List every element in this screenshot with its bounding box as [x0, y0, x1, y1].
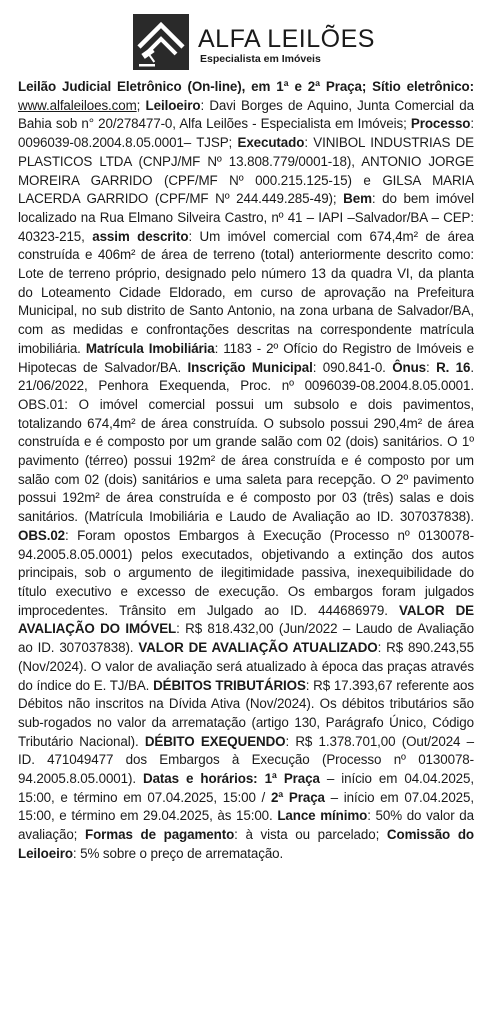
notice-text: ;	[136, 97, 146, 113]
notice-bold-label: Executado	[237, 135, 305, 151]
brand	[198, 26, 375, 65]
notice-text: : R$ 1.378.701,00 (Out/2024 – ID. 471049477 dos Embargos à Execução (Processo nº 0130078-94.2005.8.05.0001).	[18, 733, 474, 787]
notice-text: :	[426, 359, 437, 375]
notice-bold-label: Processo	[410, 116, 471, 132]
notice-text: : 0096039-08.2004.8.05.0001– TJSP;	[18, 116, 474, 151]
notice-bold-label: VALOR DE AVALIAÇÃO ATUALIZADO	[138, 640, 378, 656]
notice-bold-label: VALOR DE AVALIAÇÃO DO IMÓVEL	[18, 602, 474, 637]
notice-text: : R$ 818.432,00 (Jun/2022 – Laudo de Avaliação ao ID. 307037838).	[18, 621, 474, 656]
notice-bold-label: Formas de pagamento	[85, 827, 235, 843]
notice-body	[18, 78, 474, 864]
notice-bold-label: Leilão Judicial Eletrônico (On-line), em 1ª e 2ª Praça; Sítio eletrônico:	[18, 79, 474, 94]
notice-bold-label: OBS.02	[18, 527, 66, 543]
house-gavel-icon	[133, 14, 189, 70]
notice-text: : do bem imóvel localizado na Rua Elmano Silveira Castro, nº 41 – IAPI –Salvador/BA – CEP: 40323-215,	[18, 191, 474, 244]
notice-bold-label: Comissão do Leiloeiro	[18, 827, 474, 861]
brand-name: ALFA LEILÕES	[198, 25, 375, 53]
notice-text: : à vista ou parcelado;	[234, 827, 387, 843]
notice-bold-label: Inscrição Municipal	[187, 359, 313, 375]
notice-text: : Davi Borges de Aquino, Junta Comercial da Bahia sob n° 20/278477-0, Alfa Leilões - Especialista em Imóveis;	[18, 97, 474, 132]
notice-bold-label: Bem	[343, 191, 372, 207]
notice-bold-label: R. 16	[436, 359, 471, 375]
notice-bold-label: Ônus	[392, 359, 427, 375]
notice-text: . 21/06/2022, Penhora Exequenda, Proc. nº 0096039-08.2004.8.05.0001. OBS.01: O imóvel comercial possui um subsolo e dois pavimentos, totalizando 674,4m² de área construída. O subsolo possui 290,4m² de área construída e é composto por um grande salão com 02 (dois) sanitários. O 1º pavimento (térreo) possui 192m² de área construída e é composto por um salão com 02 (dois) sanitários e uma saleta para recepção. O 2º pavimento possui 192m² de área construída e é composto por 03 (três) salas e dois sanitários. (Matrícula Imobiliária e Laudo de Avaliação ao ID. 307037838).	[18, 359, 475, 525]
notice-text: : Foram opostos Embargos à Execução (Processo nº 0130078-94.2005.8.05.0001) pelos executados, objetivando a extinção dos autos principais, sob o argumento de ilegitimidade passiva, inexequibilidade do título executivo e excesso de execução. Os embargos foram julgados improcedentes. Trânsito em Julgado ao ID. 444686979.	[18, 527, 474, 618]
notice-text: : 50% do valor da avaliação;	[18, 808, 474, 843]
notice-bold-label: DÉBITO EXEQUENDO	[144, 733, 286, 749]
notice-text: – início em 07.04.2025, 15:00, e término em 29.04.2025, às 15:00.	[18, 789, 474, 824]
notice-bold-label: Lance mínimo	[277, 808, 368, 824]
notice-bold-label: assim descrito	[92, 228, 189, 244]
notice-text: : 090.841-0.	[312, 359, 393, 375]
notice-text: : 1183 - 2º Ofício do Registro de Imóveis e Hipotecas de Salvador/BA.	[18, 340, 474, 375]
notice-bold-label: DÉBITOS TRIBUTÁRIOS	[153, 677, 306, 693]
notice-text: : R$ 17.393,67 referente aos Débitos não inscritos na Dívida Ativa (Nov/2024). Os débitos tributários são sub-rogados no valor da arrematação (artigo 130, Parágrafo Único, Código Tributário Nacional).	[18, 677, 474, 749]
notice-bold-label: Matrícula Imobiliária	[85, 340, 215, 356]
notice-bold-label: Leiloeiro	[145, 97, 201, 113]
notice-text: : 5% sobre o preço de arrematação.	[72, 845, 284, 861]
header	[0, 0, 485, 80]
notice-text: – início em 04.04.2025, 15:00, e término em 07.04.2025, 15:00 /	[18, 771, 475, 805]
notice-text: : VINIBOL INDUSTRIAS DE PLASTICOS LTDA (CNPJ/MF Nº 13.808.779/0001-18), ANTONIO JORGE MOREIRA GARRIDO (CPF/MF Nº 000.215.125-15) e GILSA MARIA LACERDA GARRIDO (CPF/MF Nº 244.449.285-49);	[18, 135, 475, 207]
brand-tagline: Especialista em Imóveis	[200, 53, 321, 65]
website-link[interactable]: www.alfaleiloes.com	[18, 97, 137, 113]
notice-bold-label: Datas e horários: 1ª Praça	[143, 771, 320, 787]
notice-text: : R$ 890.243,55 (Nov/2024). O valor de avaliação será atualizado à época das praças através do índice do E. TJ/BA.	[18, 640, 474, 693]
notice-bold-label: 2ª Praça	[270, 789, 325, 805]
notice-text: : Um imóvel comercial com 674,4m² de área construída e 406m² de área de terreno (total) anteriormente descrito como: Lote de terreno próprio, designado pelo número 13 da quadra VI, da planta do Loteamento Cidade Eldorado, em curso de aprovação na Prefeitura Municipal, no sub distrito de Santo Antonio, na zona urbana de Salvador/BA, com as medidas e confrontações descritas na correspondente matrícula imobiliária.	[18, 228, 474, 356]
